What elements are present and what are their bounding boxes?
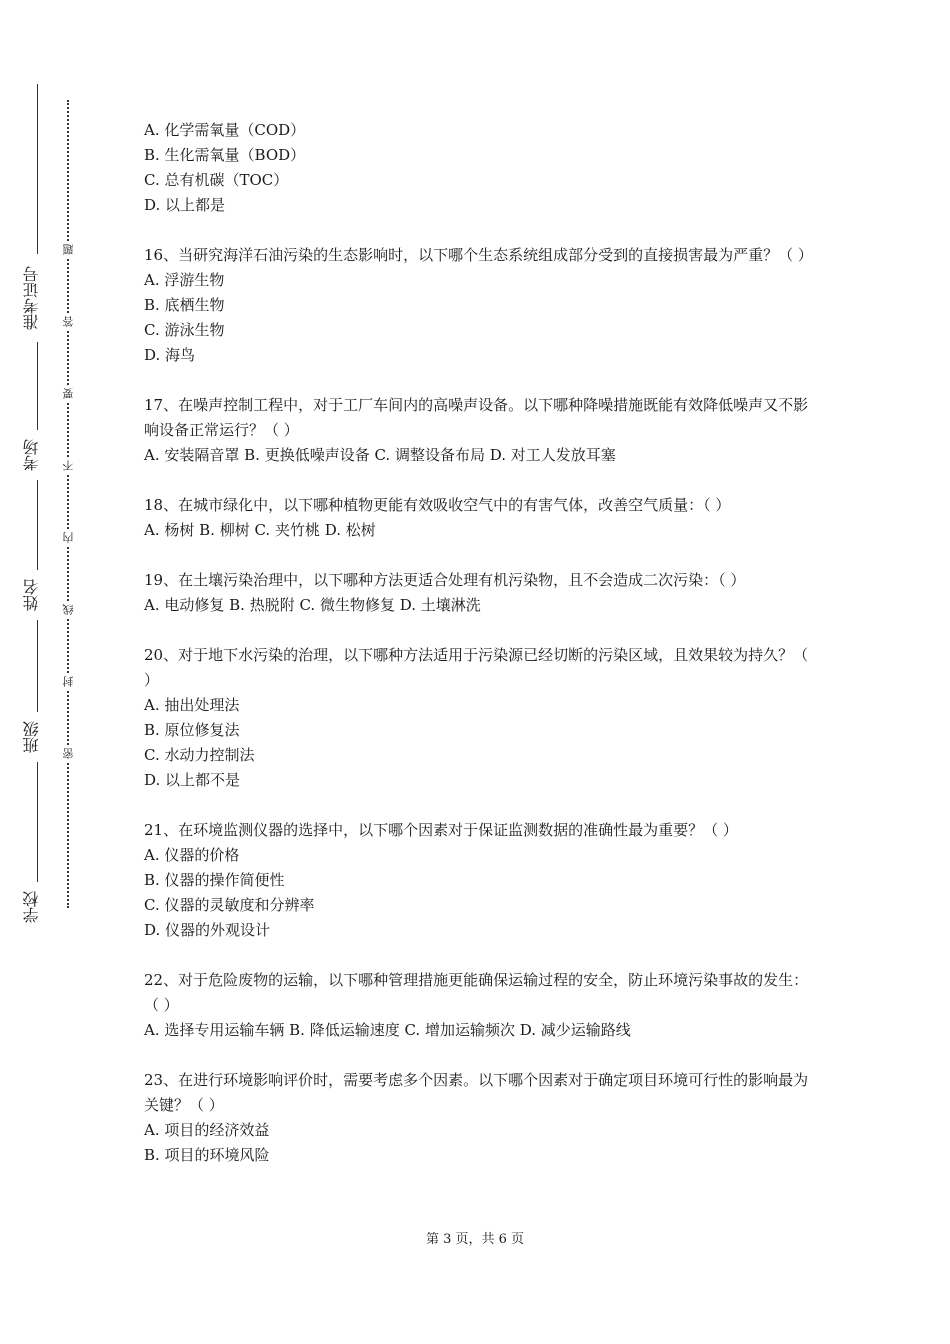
question-18 [144,493,814,543]
option: B. 项目的环境风险 [144,1146,270,1164]
question-22 [144,968,814,1043]
seal-char: 内 [61,530,75,546]
question-stem: 19、在土壤污染治理中，以下哪种方法更适合处理有机污染物，且不会造成二次污染：（ ） [144,571,746,589]
option: C. 仪器的灵敏度和分辨率 [144,896,315,914]
option: A. 化学需氧量（COD） [144,121,306,139]
class-label: 班级 [22,721,41,753]
seal-char: 答 [61,314,75,330]
seal-char: 要 [61,386,75,402]
question-stem: 16、当研究海洋石油污染的生态影响时，以下哪个生态系统组成部分受到的直接损害最为严重？（ ） [144,246,813,264]
seal-dotted-line [67,100,69,908]
options-inline: A. 选择专用运输车辆 B. 降低运输速度 C. 增加运输频次 D. 减少运输路线 [144,1021,631,1039]
option: B. 原位修复法 [144,721,240,739]
seal-char: 密 [61,746,75,762]
exam-number-label: 准考证号 [22,266,41,330]
option: A. 抽出处理法 [144,696,240,714]
seal-char: 线 [61,602,75,618]
options-inline: A. 安装隔音罩 B. 更换低噪声设备 C. 调整设备布局 D. 对工人发放耳塞 [144,446,616,464]
school-label: 学校 [22,891,41,923]
option: A. 项目的经济效益 [144,1121,270,1139]
exam-content [144,118,814,1168]
question-stem: 21、在环境监测仪器的选择中，以下哪个因素对于保证监测数据的准确性最为重要？（ ） [144,821,738,839]
option: B. 生化需氧量（BOD） [144,146,306,164]
option: A. 仪器的价格 [144,846,240,864]
seal-char: 不 [61,458,75,474]
seal-char: 封 [61,674,75,690]
options-inline: A. 杨树 B. 柳树 C. 夹竹桃 D. 松树 [144,521,376,539]
option: B. 底栖生物 [144,296,225,314]
question-20 [144,643,814,793]
strip-underline [37,620,38,712]
option: D. 仪器的外观设计 [144,921,271,939]
question-19 [144,568,814,618]
page-number: 第 3 页，共 6 页 [425,1232,525,1247]
option: C. 水动力控制法 [144,746,255,764]
strip-underline [37,762,38,882]
question-17 [144,393,814,468]
strip-underline [37,84,38,254]
question-23 [144,1068,814,1168]
strip-underline [37,342,38,430]
question-stem: 23、在进行环境影响评价时，需要考虑多个因素。以下哪个因素对于确定项目环境可行性的影响最为关键？（ ） [144,1071,809,1114]
options-inline: A. 电动修复 B. 热脱附 C. 微生物修复 D. 土壤淋洗 [144,596,481,614]
question-stem: 17、在噪声控制工程中，对于工厂车间内的高噪声设备。以下哪种降噪措施既能有效降低噪声又不影响设备正常运行？（ ） [144,396,809,439]
option: D. 海鸟 [144,346,196,364]
option: C. 总有机碳（TOC） [144,171,289,189]
question-stem: 20、对于地下水污染的治理，以下哪种方法适用于污染源已经切断的污染区域，且效果较为持久？（ ） [144,646,809,689]
exam-room-label: 考场 [22,439,41,471]
question-21 [144,818,814,943]
question-15-continued [144,118,814,218]
option: D. 以上都是 [144,196,226,214]
question-stem: 18、在城市绿化中，以下哪种植物更能有效吸收空气中的有害气体，改善空气质量：（ ） [144,496,731,514]
strip-underline [37,480,38,570]
question-stem: 22、对于危险废物的运输，以下哪种管理措施更能确保运输过程的安全，防止环境污染事故的发生：（ ） [144,971,809,1014]
student-name-label: 姓名 [22,579,41,611]
question-16 [144,243,814,368]
option: A. 浮游生物 [144,271,225,289]
option: D. 以上都不是 [144,771,241,789]
option: C. 游泳生物 [144,321,225,339]
option: B. 仪器的操作简便性 [144,871,285,889]
seal-char: 题 [61,242,75,258]
